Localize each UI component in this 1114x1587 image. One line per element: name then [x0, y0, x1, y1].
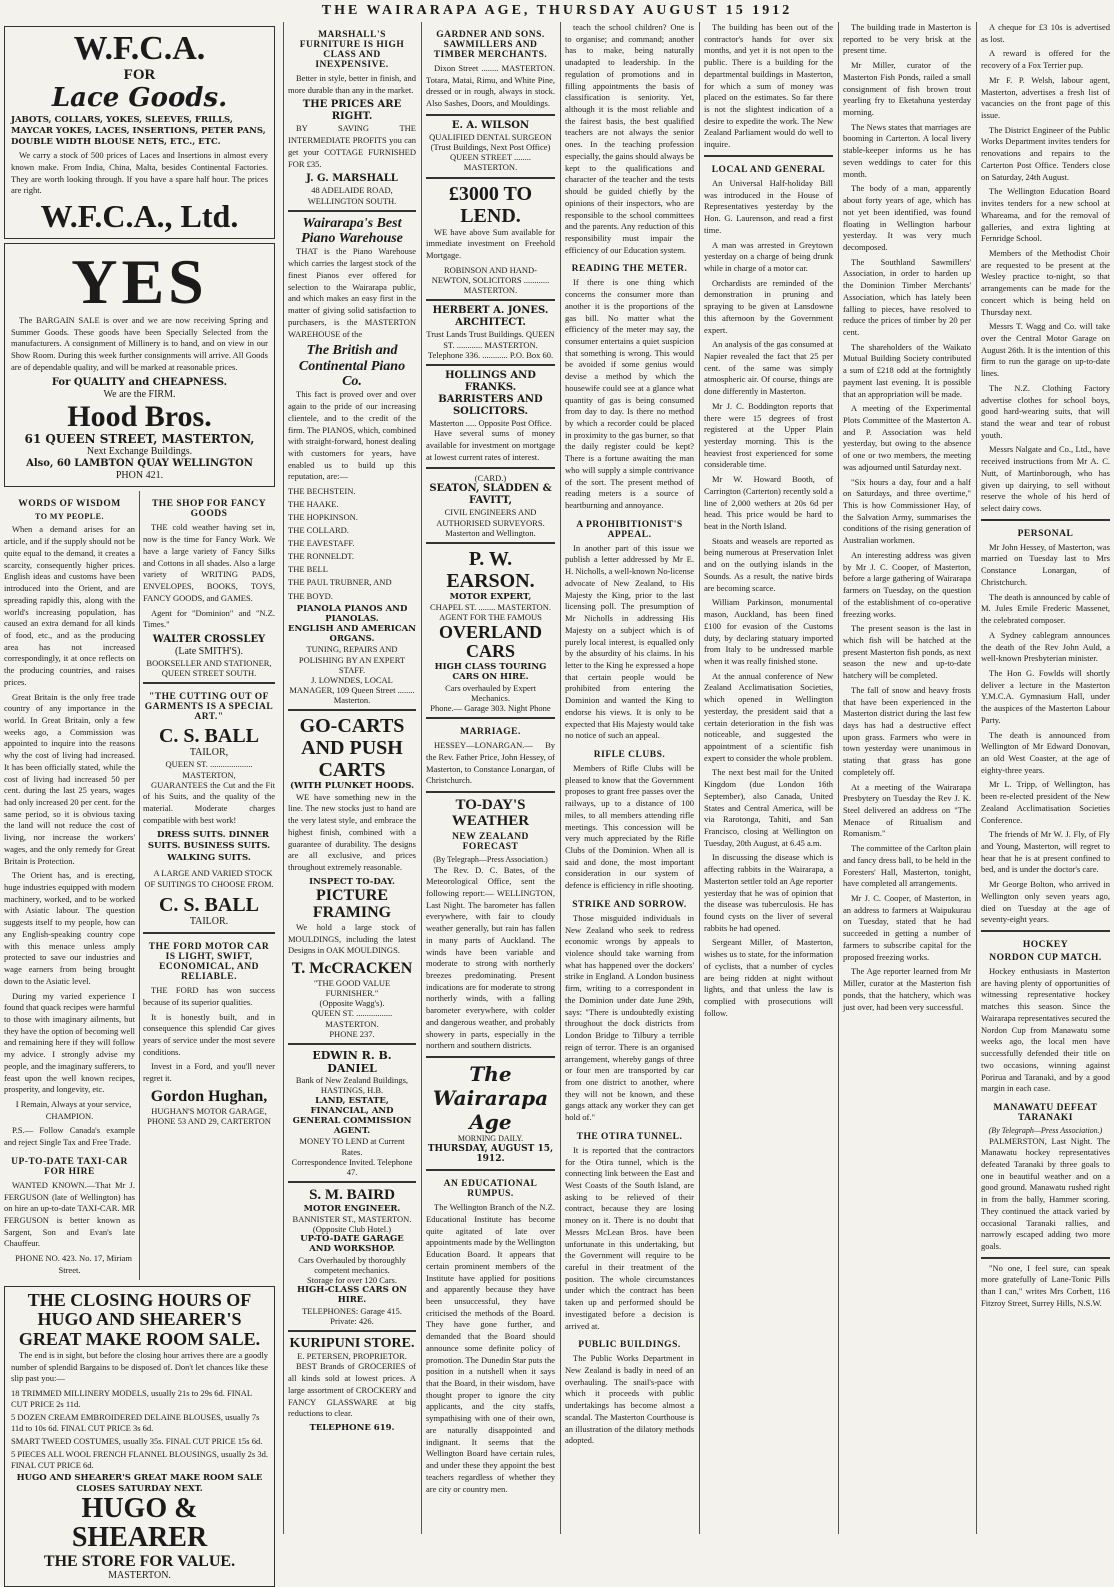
closing-note: HUGO AND SHEARER'S GREAT MAKE ROOM SALE CLOSES SATURDAY NEXT. [16, 1473, 263, 1494]
daniel-money: MONEY TO LEND at Current Rates. [299, 1136, 405, 1157]
divider [426, 1056, 555, 1058]
mccracken-tag: "THE GOOD VALUE FURNISHER." [313, 977, 391, 998]
wisdom-p3: The Orient has, and is erecting, huge industries equipped with modern machinery, worked, and to be worked with Asiatic labour. The question suggests itself to my people, how can any English-speaking country cope with this menace unless amply protected to save our industries and wage earners from being brought down to the Asiatic level. [4, 870, 135, 986]
hockey-sub: NORDON CUP MATCH. [989, 953, 1102, 964]
news-item: Mr J. C. Cooper, of Masterton, in an address to farmers at Waipukurau on Tuesday, stated that he had succeeded in getting a number of farmers to subscribe capital for the proposed freezing works. [843, 893, 971, 962]
prohibition-body: In another part of this issue we publish a letter addressed by Mr E. H. Nicholls, a well-known No-license advocate of New Zealand, to His Majesty the King, prior to the last licensing poll. The presumption of Mr Nicholls in addressing His Majesty on a subject which is of purely local interest, is equalled only by the absurdity of his claims. In his letter to the King he expressed a hope that certain people would be prohibited from entering the Dominion and wanted the King to endorse his views. It is only to be expected that His Majesty would take no notice of such an appeal. [565, 542, 694, 741]
divider [143, 682, 275, 684]
fancy-heading: THE SHOP FOR FANCY GOODS [151, 499, 267, 520]
taxi-body: WANTED KNOWN.—That Mr J. FERGUSON (late of Wellington) has on hire an up-to-date TAXI-CAR. MR FERGUSON is better known as Sargent, Son and Evan's late Chauffeur. [4, 1179, 135, 1249]
pw-trade: MOTOR EXPERT, [449, 592, 532, 602]
news-item: A cheque for £3 10s is advertised as lost. [981, 22, 1110, 44]
wisdom-ps: P.S.— Follow Canada's example and reject Single Tax and Free Trade. [4, 1125, 135, 1148]
weather-sub: NEW ZEALAND FORECAST [452, 831, 529, 852]
strike-body: Those misguided individuals in New Zealand who seek to redress economic wrongs by appeals to violence should take warning from what has happened over the dockers' strike in England. A London business firm, writing to a correspondent in the Dominion under date June 29th, says: "There is undoubtedly existing throughout the dock districts from London Bridge to Tilbury a terrible reign of terror. There is an organised arrangement, whereby gangs of three or four men are transported by car from one district to another, where they will not be known, and these gangs attack any worker they can get hold of." [565, 912, 694, 1123]
marshall-prices: THE PRICES ARE RIGHT. [302, 99, 402, 123]
public-buildings-body: The Public Works Department in New Zealand is badly in need of an overhauling. The snail's-pace with which it proceeds with public undertakings has become almost a scandal. The Masterton Courthouse is an illustration of the dilatory methods adopted. [565, 1353, 694, 1446]
closing-item: SMART TWEED COSTUMES, usually 35s. FINAL CUT PRICE 15s 6d. [11, 1436, 263, 1447]
divider [981, 1257, 1110, 1259]
local-item: The next best mail for the United Kingdom (due London 16th September), also Canada, United States and Central America, will be via Rarotonga, Tahiti, and San Francisco, closing at Wellington on Tuesday, 20th August, at 6.45 a.m. [704, 767, 833, 848]
local-item: In discussing the disease which is affecting rabbits in the Wairarapa, a Masterton settler told an Age reporter yesterday that he was of opinion that the disease was tuberculosis. He has found cysts on the liver of several rabbits he had opened. [704, 852, 833, 933]
marshall-name: J. G. MARSHALL [306, 173, 398, 185]
manawatu-heading: MANAWATU DEFEAT TARANAKI [993, 1102, 1098, 1123]
ball-heading: "THE CUTTING OUT OF GARMENTS IS A SPECIAL ART." [144, 692, 274, 723]
column-4 [560, 22, 698, 1534]
pw-address: CHAPEL ST. ........ MASTERTON. [430, 602, 551, 613]
gardner-heading: GARDNER AND SONS. SAWMILLERS AND TIMBER MERCHANTS. [433, 30, 548, 60]
crossley-late: (Late SMITH'S). [175, 645, 243, 657]
baird-trade: MOTOR ENGINEER. [303, 1203, 401, 1214]
news-item: Mr Miller, curator of the Masterton Fish Ponds, railed a small consignment of fish brown trout yearling fry to Eketahuna yesterday morning. [843, 60, 971, 118]
divider [981, 930, 1110, 932]
column-7 [976, 22, 1114, 1534]
frame-body: We hold a large stock of MOULDINGS, including the latest Designs in OAK MOULDINGS. [288, 922, 416, 956]
wisdom-heading: WORDS OF WISDOM [18, 499, 121, 510]
rumpus-body: The Wellington Branch of the N.Z. Educational Institute has become quite agitated of late over appointments made by the Wellington Education Board. It appears that certain prominent members of the Institute have applied for positions and apparently because they have been unsuccessful, they have criticised the methods of the Board. They have gone further, and demanded that the Board should announce some definite policy of promotion. The Dunedin Star puts the position in a nutshell when it says that the Board, in their wisdom, have thought proper to ignore the city applicants, and the city staffs, sympathising with one of their own, are naturally disappointed and indignant. It seems that the Wellington Board have certain rules, and under these they appoint the best teachers regardless of whether they are city or country men. [426, 1202, 555, 1494]
personal-item: The friends of Mr W. J. Fly, of Fly and Young, Masterton, will regret to hear that he is at present confined to bed, and is under the doctor's care. [981, 829, 1110, 875]
column-1 [0, 22, 279, 1582]
closing-heading: THE CLOSING HOURS OF HUGO AND SHEARER'S GREAT MAKE ROOM SALE. [18, 1289, 261, 1350]
hockey-body: Hockey enthusiasts in Masterton are having plenty of opportunities of witnessing representative hockey matches this season. Since the Wairarapa representatives secured the Nordon Cup from Manawatu some weeks ago, the local men have successfully defended their title on two occasions, winning against Porirua and Taranaki, and by a good margin in each case. [981, 966, 1110, 1094]
personal-item: Mr George Bolton, who arrived in Wellington only seven years ago, died on Tuesday at the age of seventy-eight years. [981, 879, 1110, 925]
piano-brand: THE PAUL TRUBNER, AND [288, 577, 392, 588]
crossley-trade: BOOKSELLER AND STATIONER, QUEEN STREET SOUTH. [146, 657, 272, 679]
local-item: Mr J. C. Boddington reports that there were 15 degrees of frost registered at the Upper Plain yesterday morning. This is the heaviest frost experienced for some considerable time. [704, 400, 833, 470]
divider [426, 364, 555, 366]
local-item: Orchardists are reminded of the demonstration in pruning and spraying to be given at Lansdowne this afternoon by the Government expert. [704, 277, 833, 335]
second-masthead-sub: MORNING DAILY. [457, 1134, 524, 1144]
ford-body-2: It is honestly built, and in consequence this splendid Car gives years of service under the most severe conditions. [143, 1011, 275, 1057]
hugo-shearer-advert [4, 1286, 275, 1587]
hood-phone: PHON 421. [115, 470, 164, 482]
taxi-phone: PHONE NO. 423. No. 17, Miriam Street. [15, 1253, 132, 1275]
piano-body: THAT is the Piano Warehouse which carries the largest stock of the finest Pianos ever offered for selection to the Wairarapa public, and which makes an easy first in the matter of giving solid satisfaction to purchasers, is the MASTERTON WAREHOUSE of the [288, 246, 416, 339]
strike-heading: STRIKE AND SORROW. [572, 899, 687, 910]
yes-headline: YES [71, 245, 208, 317]
wfca-advert [4, 26, 275, 239]
wisdom-p2: Great Britain is the only free trade country of any importance in the world. In Great Britain, only a few weeks ago, a Commission was appointed to inquire into the reasons why the cost of living had increased. It has been officially stated, while the cost of living had increased 50 per cent. during the last 25 years, wages had only increased 20 per cent. for the same period, so it is obvious taxing the land will not reduce the cost of living, nor increase the workers' wages, and the only remedy for Great Britain is Protection. [4, 691, 135, 866]
ball-name: C. S. BALL [158, 725, 260, 748]
piano-organs: ENGLISH AND AMERICAN ORGANS. [288, 623, 416, 645]
divider [426, 114, 555, 116]
news-item: A reward is offered for the recovery of a Fox Terrier pup. [981, 48, 1110, 71]
wisdom-sub: TO MY PEOPLE. [35, 512, 104, 522]
baird-hire: HIGH-CLASS CARS ON HIRE. [297, 1285, 407, 1306]
wfca-ltd: W.F.C.A., Ltd. [40, 198, 239, 235]
divider [704, 155, 833, 157]
column-3 [421, 22, 559, 1534]
column-2 [283, 22, 420, 1534]
news-item: The building trade in Masterton is reported to be very brisk at the present time. [843, 22, 971, 56]
baird-name: S. M. BAIRD [309, 1187, 395, 1204]
piano-company: The British and Continental Piano Co. [298, 343, 406, 389]
divider [288, 709, 416, 711]
mccracken-opp: (Opposite Wagg's). [319, 998, 385, 1009]
hood-firm: We are the FIRM. [103, 388, 176, 400]
baird-address: BANNISTER ST., MASTERTON. (Opposite Club Hotel.) [292, 1213, 412, 1235]
local-item: At the annual conference of New Zealand Acclimatisation Societies, which opened in Wellington yesterday, the president said that a certain deterioration in the fish was noticeable, and suggested the appointment of a scientific fish expert to consider the whole problem. [704, 670, 833, 763]
divider [426, 467, 555, 469]
piano-heading: Wairarapa's Best Piano Warehouse [301, 215, 403, 247]
jones-heading: HERBERT A. JONES. ARCHITECT. [432, 305, 549, 329]
news-item: Messrs T. Wagg and Co. will take over the Central Motor Garage on August 26th. It is the intention of this firm to run the garage on up-to-date lines. [981, 321, 1110, 379]
piano-also: PIANOLA PIANOS AND PIANOLAS. [296, 603, 408, 624]
news-item: Members of the Methodist Choir are requested to be present at the Wesley practice to-night, so that arrangements can be made for the concert which is being held on Thursday next. [981, 247, 1110, 317]
marshall-body: Better in style, better in finish, and more durable than any in the market. [288, 73, 416, 95]
marriage-body: HESSEY—LONARGAN.— By the Rev. Father Price, John Hessey, of Masterton, to Constance Lonargan, of Christchurch. [426, 740, 555, 786]
local-general-heading: LOCAL AND GENERAL [711, 164, 826, 175]
pw-phone: Phone.— Garage 303. Night Phone [430, 702, 551, 713]
hugo-name: HUGO & SHEARER [71, 1492, 208, 1554]
divider [288, 1043, 416, 1045]
daniel-bank: Bank of New Zealand Buildings, HASTINGS, H.B. [295, 1075, 409, 1096]
divider [143, 932, 275, 934]
news-item: The News states that marriages are booming in Carterton. A local livery stable-keeper informs us he has seven weddings to cater for this month. [843, 121, 971, 179]
divider [426, 177, 555, 179]
rifle-body: Members of Rifle Clubs will be pleased to know that the Government proposes to grant free passes over the railways, up to a distance of 100 miles, to all members attending rifle meetings. This concession will be very much appreciated by the Rifle Clubs of the Dominion. When all is said and done, the most important consideration in our system of defence is efficiency in rifle shooting. [565, 762, 694, 891]
piano-body-2: This fact is proved over and over again to the pride of our increasing clientele, and to the credit of the firm. The PIANOS, which, combined with straight-forward, honest dealing with customers for years, have enabled us to build up this reputation, are:— [288, 389, 416, 482]
second-masthead-date: THURSDAY, AUGUST 15, 1912. [427, 1143, 554, 1165]
pw-hire: HIGH CLASS TOURING CARS ON HIRE. [434, 662, 547, 683]
personal-item: The death is announced by cable of M. Jules Emile Frederic Massenet, the celebrated composer. [981, 591, 1110, 626]
local-item: A man was arrested in Greytown yesterday on a charge of being drunk while in charge of a motor car. [704, 239, 833, 273]
lend-firm: ROBINSON AND HAND-NEWTON, SOLICITORS ............ MASTERTON. [431, 264, 550, 296]
divider [426, 791, 555, 793]
wisdom-article [4, 491, 135, 1279]
daniel-trade: LAND, ESTATE, FINANCIAL, AND GENERAL COMMISSION AGENT. [292, 1095, 412, 1137]
ford-phone: PHONE 53 AND 29, CARTERTON [147, 1115, 271, 1126]
seaton-heading: SEATON, SLADDEN & FAVITT, [429, 483, 552, 507]
ball-trade: TAILOR, [189, 747, 229, 759]
pw-heading: P. W. EARSON. [446, 548, 535, 592]
divider [426, 1169, 555, 1171]
piano-tuning: TUNING, REPAIRS AND POLISHING BY AN EXPERT STAFF. [298, 644, 406, 675]
wisdom-sign: I Remain, Always at your service, CHAMPION. [15, 1098, 132, 1121]
news-item: The shareholders of the Waikato Mutual Building Society contributed a sum of £218 odd at the fortnightly payment last evening. It is possible that an appropriation will be made. [843, 341, 971, 399]
col1-right-ads [139, 491, 275, 1279]
kuripuni-prop: E. PETERSEN, PROPRIETOR. [297, 1351, 407, 1362]
ball-address: QUEEN ST. .................... MASTERTON, [165, 759, 253, 780]
news-item: A meeting of the Experimental Plots Committee of the Masterton A. and P. Association was held yesterday, but owing to the absence of one or two members, the meeting was adjourned until Saturday next. [843, 403, 971, 472]
divider [426, 717, 555, 719]
lend-heading: £3000 TO LEND. [448, 182, 533, 227]
divider [288, 1181, 416, 1183]
hollings-body: Have several sums of money available for investment on mortgage at lowest current rates of interest. [426, 428, 555, 462]
weather-by: (By Telegraph—Press Association.) [433, 854, 548, 864]
news-item: Messrs Nalgate and Co., Ltd., have received instructions from Mr A. C. Nutt, of Martinborough, who has given up dairying, to sell without reserve the whole of his herd of select dairy cows. [981, 444, 1110, 514]
daniel-name: EDWIN R. B. DANIEL [312, 1048, 392, 1076]
hugo-town: MASTERTON. [108, 1570, 171, 1582]
ball-body: GUARANTEES the Cut and the Fit of his Suits, and the quality of the material. Moderate charges compatible with best work! [143, 779, 275, 825]
meter-heading: READING THE METER. [571, 264, 688, 275]
gardner-body: Dixon Street ........ MASTERTON. Totara, Matai, Rimu, and White Pine, dressed or in rough, always in stock. Also Sashes, Doors, and Mouldings. [426, 63, 555, 109]
col1-split [4, 491, 275, 1279]
marshall-saving: BY SAVING THE INTERMEDIATE PROFITS you can get your COTTAGE FURNISHED FOR £35. [288, 123, 416, 169]
ball-trade-2: TAILOR. [189, 916, 229, 928]
hollings-heading: HOLLINGS AND FRANKS. BARRISTERS AND SOLICITORS. [438, 369, 543, 417]
seaton-card: (CARD.) [474, 473, 507, 484]
hockey-heading: HOCKEY [1022, 940, 1069, 951]
piano-brand: THE BECHSTEIN. [288, 486, 356, 497]
pw-brand: OVERLAND CARS [438, 621, 542, 662]
personal-item: The Hon G. Fowlds will shortly deliver a lecture in the Masterton Y.M.C.A. Gymnasium Hall, under the auspices of the Masterton Labour Party. [981, 667, 1110, 725]
hood-also: Also, 60 LAMBTON QUAY WELLINGTON [26, 458, 253, 470]
otira-heading: THE OTIRA TUNNEL. [576, 1131, 683, 1142]
divider [426, 299, 555, 301]
marshall-heading: MARSHALL'S FURNITURE IS HIGH CLASS AND INEXPENSIVE. [299, 30, 405, 70]
personal-heading: PERSONAL [1017, 528, 1074, 539]
taxi-heading: UP-TO-DATE TAXI-CAR FOR HIRE [11, 1156, 128, 1177]
meter-body: If there is one thing which concerns the consumer more than another it is the proportions of the gas bill. No matter what the efficiency of the meter may say, the consumer entertains a quiet suspicion that something is wrong. This would be avoided if some genius would devise a method by which the housewife could see at a glance what quantity of gas is being consumed from day to day. Is there no method by which a recorder could be placed in proximity to the gas burner, so that the daily register could be kept? There is a fortune awaiting the man who will supply a simple contrivance of the sort. The present method of reading meters is a source of heartburning and annoyance. [565, 277, 694, 511]
fancy-agent: Agent for "Dominion" and "N.Z. Times." [143, 607, 275, 630]
rifle-heading: RIFLE CLUBS. [593, 749, 666, 760]
cycle-sub: (WITH PLUNKET HOODS. [289, 781, 415, 792]
local-item: An analysis of the gas consumed at Napier revealed the fact that 25 per cent. of the same was simply atmospheric air. Of course, things are done differently in Masterton. [704, 339, 833, 397]
local-item: Mr W. Howard Booth, of Carrington (Carterton) recently sold a line of 2,000 wethers at 20s 6d per head. This price would be hard to beat in the North Island. [704, 474, 833, 532]
col5-p1: The building has been out of the contractor's hands for over six months, and yet it is not open to the public. There is a building for the departmental buildings in Masterton, for which a sum of money was placed on the estimates. So far there is not the slightest indication of a desire to expedite the work. The New Zealand Parliament would do well to inquire. [704, 22, 833, 150]
mccracken-address: QUEEN ST. ................. MASTERTON. [311, 1008, 393, 1029]
baird-storage: Storage for over 120 Cars. [307, 1274, 397, 1285]
column-5 [699, 22, 837, 1534]
wilson-heading: E. A. WILSON [451, 119, 530, 131]
kuripuni-body: BEST Brands of GROCERIES of all kinds sold at lowest prices. A large assortment of CROCKERY and FANCY GLASSWARE at big reductions to clear. [288, 1361, 416, 1419]
lend-body: WE have above Sum available for immediate investment on Freehold Mortgage. [426, 226, 555, 261]
second-masthead: The Wairarapa Age [432, 1062, 549, 1135]
wilson-trade: QUALIFIED DENTAL SURGEON [429, 131, 552, 142]
news-item: The District Engineer of the Public Works Department invites tenders for renovations and repairs to the Carterton Post Office. Tenders close on Saturday, 24th August. [981, 124, 1110, 182]
local-item: An Universal Half-holiday Bill was introduced in the House of Representatives yesterday by the Hon. G. Laurenson, and read a first time. [704, 177, 833, 235]
rumpus-heading: AN EDUCATIONAL RUMPUS. [443, 1179, 538, 1200]
news-item: "Six hours a day, four and a half on Saturdays, and three overtime," This is how Commissioner Hay, of the Salvation Army, summarises the conditions of the rising generation of Australian workmen. [843, 476, 971, 546]
personal-item: A Sydney cablegram announces the death of the Rev John Auld, a well-known Presbyterian minister. [981, 629, 1110, 664]
news-item: The Wellington Education Board invites tenders for a new school at Whareama, and for the removal of galleries, and extra lighting at Fernridge School. [981, 186, 1110, 244]
piano-brand: THE COLLARD. [288, 525, 349, 536]
closing-item: 18 TRIMMED MILLINERY MODELS, usually 21s to 29s 6d. FINAL CUT PRICE 2s 11d. [11, 1388, 252, 1410]
jones-address: Trust Lands Trust Buildings. QUEEN ST. ............ MASTERTON. Telephone 336. ............ P.O. Box 60. [426, 329, 555, 360]
otira-body: It is reported that the contractors for the Otira tunnel, which is the connecting link between the East and West Coasts of the South Island, are asking to be relieved of their contract, because they are losing money on it. There is no doubt that Messrs McLean Bros. have been unfortunate in this undertaking, but the Government will require to be careful in their treatment of the position. The whole circumstances under which the contract has been taken up and performed should be investigated before a decision is arrived at. [565, 1144, 694, 1331]
weather-body: The Rev. D. C. Bates, of the Meteorological Office, sent the following report:— WELLINGTON, Last Night. The barometer has fallen everywhere, with fair to cloudy weather generally, but rain has fallen in many parts of Auckland. The winds have been variable and moderate to strong with northerly breezes predominating. Present indications are for moderate to strong northerly winds, with a falling barometer everywhere, with colder and dangerous weather, and probably showery in parts, especially in the northern and southern districts. [426, 864, 555, 1051]
cycle-heading: GO-CARTS AND PUSH CARTS [299, 715, 405, 782]
pw-agent: AGENT FOR THE FAMOUS [439, 612, 542, 623]
ball-suits: DRESS SUITS. DINNER SUITS. BUSINESS SUITS. WALKING SUITS. [147, 829, 271, 863]
ford-garage: HUGHAN'S MOTOR GARAGE, [151, 1105, 267, 1116]
mccracken-phone: PHONE 237. [329, 1028, 375, 1039]
baird-telephones: TELEPHONES: Garage 415. Private: 426. [302, 1305, 402, 1326]
ford-body-1: THE FORD has won success because of its superior qualities. [143, 985, 275, 1007]
pw-cars: Cars overhauled by Expert Mechanics. [445, 682, 536, 703]
baird-cars: Cars Overhauled by thoroughly competent mechanics. [298, 1254, 406, 1275]
personal-item: Mr John Hessey, of Masterton, was married on Tuesday last to Mrs Constance Lonargan, of Christchurch. [981, 541, 1110, 587]
seaton-address: Masterton and Wellington. [445, 527, 536, 538]
hood-name: Hood Bros. [67, 399, 212, 433]
news-item: The present season is the last in which fish will be hatched at the present Masterton fish ponds, as next season the new and up-to-date hatchery will be completed. [843, 623, 971, 681]
wfca-lace: Lace Goods. [51, 83, 228, 114]
marshall-address: 48 ADELAIDE ROAD, WELLINGTON SOUTH. [307, 185, 397, 206]
cycle-body: WE have something new in the line. The new stocks just to hand are the very latest style, and embrace the highest finish, combined with a guarantee of durability. The designs are all exclusive, and prices throughout extremely reasonable. [288, 791, 416, 872]
baird-garage: UP-TO-DATE GARAGE AND WORKSHOP. [300, 1234, 404, 1255]
wfca-list: JABOTS, COLLARS, YOKES, SLEEVES, FRILLS, MAYCAR YOKES, LACES, INSERTIONS, PETER PANS, DOUBLE WIDTH BLOUSE NETS, ETC., ETC. [11, 115, 266, 148]
divider [288, 210, 416, 212]
piano-brand: THE BOYD. [288, 590, 333, 601]
fancy-body: THE cold weather having set in, now is the time for Fancy Work. We have a large variety of Fancy Silks and Cottons in all shades. Also a large variety of WRITING PADS, ENVELOPES, BOOKS, TOYS, FANCY GOODS, and GAMES. [143, 522, 275, 603]
crossley-name: WALTER CROSSLEY [152, 633, 266, 645]
marriage-heading: MARRIAGE. [460, 727, 521, 738]
daniel-corr: Correspondence Invited. Telephone 47. [291, 1156, 413, 1177]
column-6 [838, 22, 975, 1534]
news-item: The fall of snow and heavy frosts that have been experienced in the Masterton district during the last few days has had a destructive effect upon grass. Farmers who were in town yesterday were unanimous in stating that grass has gone completely off. [843, 684, 971, 777]
mccracken-name: T. McCRACKEN [291, 960, 413, 978]
divider [426, 542, 555, 544]
local-item: William Parkinson, monumental mason, Auckland, has been fined £100 for evasion of the Customs duty, by declaring statuary imported from Italy to be undressed marble when it was really finished stone. [704, 597, 833, 666]
col4-p1: teach the school children? One is to organise; and command; another has to make, being naturally unadapted to leadership. In the regulation of promotions and in filling appointments the basis of classification is seniority. Yet, although it is the most reliable and the fairest basis, the best qualified teachers are not always the senior ones. In the teaching profession especially, the gains should always be kept to the qualifications and character of the teacher and the tests should be guided chiefly by the opinions of their inspectors, who are responsible to the school committees and the parents. Any reduction of this responsibility must impair the efficiency of our Education system. [565, 22, 694, 255]
piano-brand: THE RONNELDT. [288, 551, 354, 562]
hollings-address: Masterton ..... Opposite Post Office. [429, 417, 552, 428]
page-masthead: THE WAIRARAPA AGE, THURSDAY AUGUST 15 1912 [321, 3, 793, 18]
divider [981, 519, 1110, 521]
wfca-title: W.F.C.A. [73, 30, 206, 67]
piano-brand: THE HAAKE. [288, 499, 339, 510]
news-item: An interesting address was given by Mr J. C. Cooper, of Masterton, before a large gathering of Wairarapa farmers on Tuesday, on the question of the establishment of co-operative freezing works. [843, 549, 971, 619]
ball-name-2: C. S. BALL [158, 894, 260, 917]
public-buildings-heading: PUBLIC BUILDINGS. [578, 1340, 681, 1351]
piano-brand: THE EAVESTAFF. [288, 538, 355, 549]
news-item: The body of a man, apparently about forty years of age, which has not yet been identified, was found floating in Wellington harbour yesterday. It was very much decomposed. [843, 183, 971, 252]
hood-next: Next Exchange Buildings. [86, 446, 193, 458]
wisdom-p1: When a demand arises for an article, and if the supply should not be quite equal to the demand, it creates a scarcity, consequently higher prices. English ideas and customs have been introduced into the Orient, and are spreading rapidly this, along with the world's increasing population, has caused an extra demand for all kinds of food, etc., and as the producing area has not increased correspondingly, it at once reflects on the producing countries, and raises prices. [4, 524, 135, 687]
kuripuni-tel: TELEPHONE 619. [309, 1423, 395, 1434]
local-item: Sergeant Miller, of Masterton, wishes us to state, for the information of cyclists, that a number of cycles are being ridden at night without lights, and that unless the law is complied with prosecutions will follow. [704, 937, 833, 1018]
wfca-for: FOR [123, 66, 156, 83]
news-item: Mr F. P. Welsh, labour agent, Masterton, advertises a fresh list of vacancies on the front page of this issue. [981, 74, 1110, 121]
manawatu-by: (By Telegraph—Press Association.) [988, 1125, 1103, 1135]
ford-body-3: Invest in a Ford, and you'll never regret it. [143, 1061, 275, 1084]
wilson-address: (Trust Buildings, Next Post Office) QUEEN STREET ........ MASTERTON. [430, 142, 551, 173]
manawatu-body: PALMERSTON, Last Night. The Manawatu hockey representatives defeated Taranaki by three goals to one in beautiful weather and on a good ground. Manawatu rushed right in from the bally, Hammer scoring. They continued the attack varied by occasional Taranaki rallies, and narrowly escaped adding two more goals. [981, 1135, 1110, 1251]
piano-brand: THE HOPKINSON. [288, 512, 358, 523]
closing-body: The end is in sight, but before the closing hour arrives there are a goodly number of splendid Bargains to be disposed of. Don't let chances like these slip past you:— [11, 1349, 268, 1384]
piano-brand: THE BELL [288, 564, 328, 575]
personal-item: The death is announced from Wellington of Mr Edward Donovan, an old West Coaster, at the age of eighty-three years. [981, 729, 1110, 775]
news-item: The Southland Sawmillers' Association, in order to harden up the Dominion Timber Merchants' Association, which has lately been falling to pieces, have resolved to reduce the prices of timber by 20 per cent. [843, 256, 971, 337]
hood-bros-advert [4, 243, 275, 488]
ford-name: Gordon Hughan, [150, 1087, 268, 1105]
piano-manager: J. LOWNDES, LOCAL MANAGER, 109 Queen Street ........ Masterton. [289, 674, 415, 706]
prohibition-heading: A PROHIBITIONIST'S APPEAL. [576, 519, 683, 540]
hood-address: 61 QUEEN STREET, MASTERTON, [24, 432, 255, 447]
kuripuni-name: KURIPUNI STORE. [289, 1335, 415, 1351]
closing-item: 5 DOZEN CREAM EMBROIDERED DELAINE BLOUSES, usually 7s 11d to 10s 6d. FINAL CUT PRICE 3s 6d. [11, 1412, 260, 1434]
hugo-tag: THE STORE FOR VALUE. [43, 1552, 236, 1570]
wisdom-p4: During my varied experience I found that quack recipes were harmful to those with imaginary ailments, but they have the option of becoming well and remaining here if they will follow my advice. I strongly advise my people, and the imaginary sufferers, to feast upon the well known recipes, prosperity, and longevity, etc. [4, 990, 135, 1095]
seaton-trade: CIVIL ENGINEERS AND AUTHORISED SURVEYORS. [436, 507, 545, 528]
cycle-inspect: INSPECT TO-DAY. [309, 876, 395, 887]
divider [288, 1330, 416, 1332]
news-item: The committee of the Carlton plain and fancy dress ball, to be held in the Foresters' Hall, Masterton, tonight, have completed all arrangements. [843, 843, 971, 889]
weather-heading: TO-DAY'S WEATHER [451, 796, 530, 830]
bottom-note: "No one, I feel sure, can speak more gratefully of Lane-Tonic Pills than I can," writes Mrs Corbett, 116 Fitzroy Street, Surrey Hills, N.S.W. [981, 1262, 1110, 1308]
wfca-body: We carry a stock of 500 prices of Laces and Insertions in almost every known make. From India, China, Malta, besides Continental Factories. They are worth looking through. If you have a spare half hour. The prices are right. [11, 150, 268, 196]
news-item: The N.Z. Clothing Factory advertise clothes for school boys, good hard-wearing suits, that will stand the wear and tear of robust youth. [981, 382, 1110, 440]
local-item: Stoats and weasels are reported as being numerous at Preservation Inlet and on the outlying islands in the Sounds. As a result, the native birds are becoming scarce. [704, 535, 833, 593]
personal-item: Mr L. Tripp, of Wellington, has been re-elected president of the New Zealand Acclimatisation Societies Conference. [981, 779, 1110, 825]
hood-quality: For QUALITY and CHEAPNESS. [51, 376, 228, 388]
closing-item: 5 PIECES ALL WOOL FRENCH FLANNEL BLOUSINGS, usually 2s 3d. FINAL CUT PRICE 6d. [11, 1449, 268, 1471]
hood-body: The BARGAIN SALE is over and we are now receiving Spring and Summer Goods. These goods have been Specially Selected from the manufacturers. A consignment of Millinery is to hand, and on view in our Show Room. During this week further consignments will arrive. All Goods are of dependable quality, and will be marked at reasonable prices. [11, 314, 268, 372]
frame-heading: PICTURE FRAMING [312, 886, 392, 922]
ball-range: A LARGE AND VARIED STOCK OF SUITINGS TO CHOOSE FROM. [144, 867, 274, 890]
news-item: The Age reporter learned from Mr Miller, curator at the Masterton fish ponds, that the hatchery, which was just over, had been very successful. [843, 966, 971, 1012]
news-item: At a meeting of the Wairarapa Presbytery on Tuesday the Rev J. K. Steel delivered an address on "The Menace of Ritualism and Romanism." [843, 781, 971, 839]
ford-heading: THE FORD MOTOR CAR IS LIGHT, SWIFT, ECONOMICAL, AND RELIABLE. [148, 942, 270, 983]
